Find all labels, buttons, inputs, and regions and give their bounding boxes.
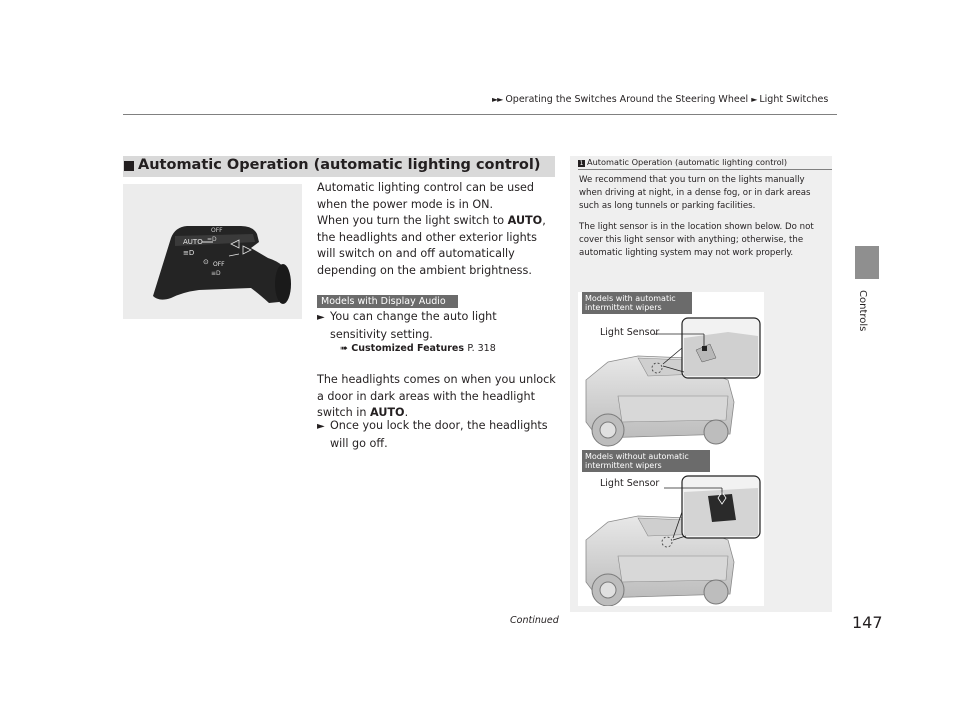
bullet-note	[317, 309, 556, 343]
svg-text:⊙: ⊙	[203, 258, 209, 266]
paragraph: Automatic lighting control can be used when the power mode is in ON.	[317, 181, 535, 211]
light-sensor-illustration	[578, 292, 764, 606]
auto-keyword: AUTO	[507, 214, 543, 227]
breadcrumb-item[interactable]: Operating the Switches Around the Steering Wheel	[505, 94, 749, 105]
paragraph	[317, 372, 557, 422]
text: .	[404, 406, 409, 419]
model-badge: Models with Display Audio	[317, 295, 458, 308]
continued-label: Continued	[510, 615, 559, 626]
svg-text:≡D: ≡D	[211, 270, 221, 277]
text: Once you lock the door, the headlights will go off.	[330, 419, 548, 450]
off-marking: OFF	[213, 261, 225, 268]
svg-text:OFF: OFF	[211, 227, 223, 234]
auto-keyword: AUTO	[370, 406, 405, 419]
arrow-icon: ►	[751, 95, 757, 104]
chapter-tab[interactable]	[846, 290, 886, 350]
light-switch-stalk-image	[123, 184, 302, 319]
text: You can change the auto light sensitivity setting.	[330, 310, 497, 341]
bullet-note	[317, 418, 556, 452]
breadcrumb-item[interactable]: Light Switches	[759, 94, 829, 105]
model-tag: Models with automatic intermittent wipers	[582, 292, 692, 314]
reference-title: Customized Features	[351, 343, 465, 354]
note-body	[579, 174, 829, 268]
auto-marking: AUTO	[183, 238, 203, 246]
double-arrow-icon: ►►	[492, 95, 503, 104]
triangle-bullet-icon: ►	[317, 312, 325, 323]
chapter-tab-marker	[855, 246, 879, 279]
reference-icon: ➠	[340, 343, 348, 354]
light-sensor-label: Light Sensor	[600, 327, 660, 338]
chapter-tab-label: Controls	[857, 290, 868, 332]
section-heading	[123, 156, 555, 177]
text: , the headlights and other exterior lights will switch on and off automatically depending on the ambient brightness.	[317, 214, 546, 277]
note-paragraph: We recommend that you turn on the lights manually when driving at night, in a dense fog, or in dark areas such as long tunnels or parking facilities.	[579, 175, 811, 211]
section-title: Automatic Operation (automatic lighting control)	[138, 157, 541, 173]
note-number-icon: 1	[579, 160, 584, 167]
note-paragraph: The light sensor is in the location shown below. Do not cover this light sensor with anything; otherwise, the automatic lighting system may not work properly.	[579, 222, 814, 258]
breadcrumb	[492, 94, 828, 105]
light-sensor-label: Light Sensor	[600, 478, 660, 489]
model-tag: Models without automatic intermittent wipers	[582, 450, 710, 472]
text: When you turn the light switch to	[317, 214, 508, 227]
paragraph	[317, 213, 557, 279]
reference-page: P. 318	[467, 343, 496, 354]
svg-text:≡D: ≡D	[183, 249, 195, 257]
square-bullet-icon	[124, 161, 134, 171]
svg-text:=D: =D	[207, 236, 217, 243]
note-title-text: Automatic Operation (automatic lighting control)	[587, 157, 788, 167]
note-rule	[578, 169, 832, 170]
page-number: 147	[852, 613, 883, 632]
text: The headlights comes on when you unlock a door in dark areas with the headlight switch in	[317, 373, 556, 419]
header-rule	[123, 114, 837, 115]
triangle-bullet-icon: ►	[317, 421, 325, 432]
note-title	[578, 157, 787, 167]
cross-reference-link[interactable]	[340, 343, 496, 354]
